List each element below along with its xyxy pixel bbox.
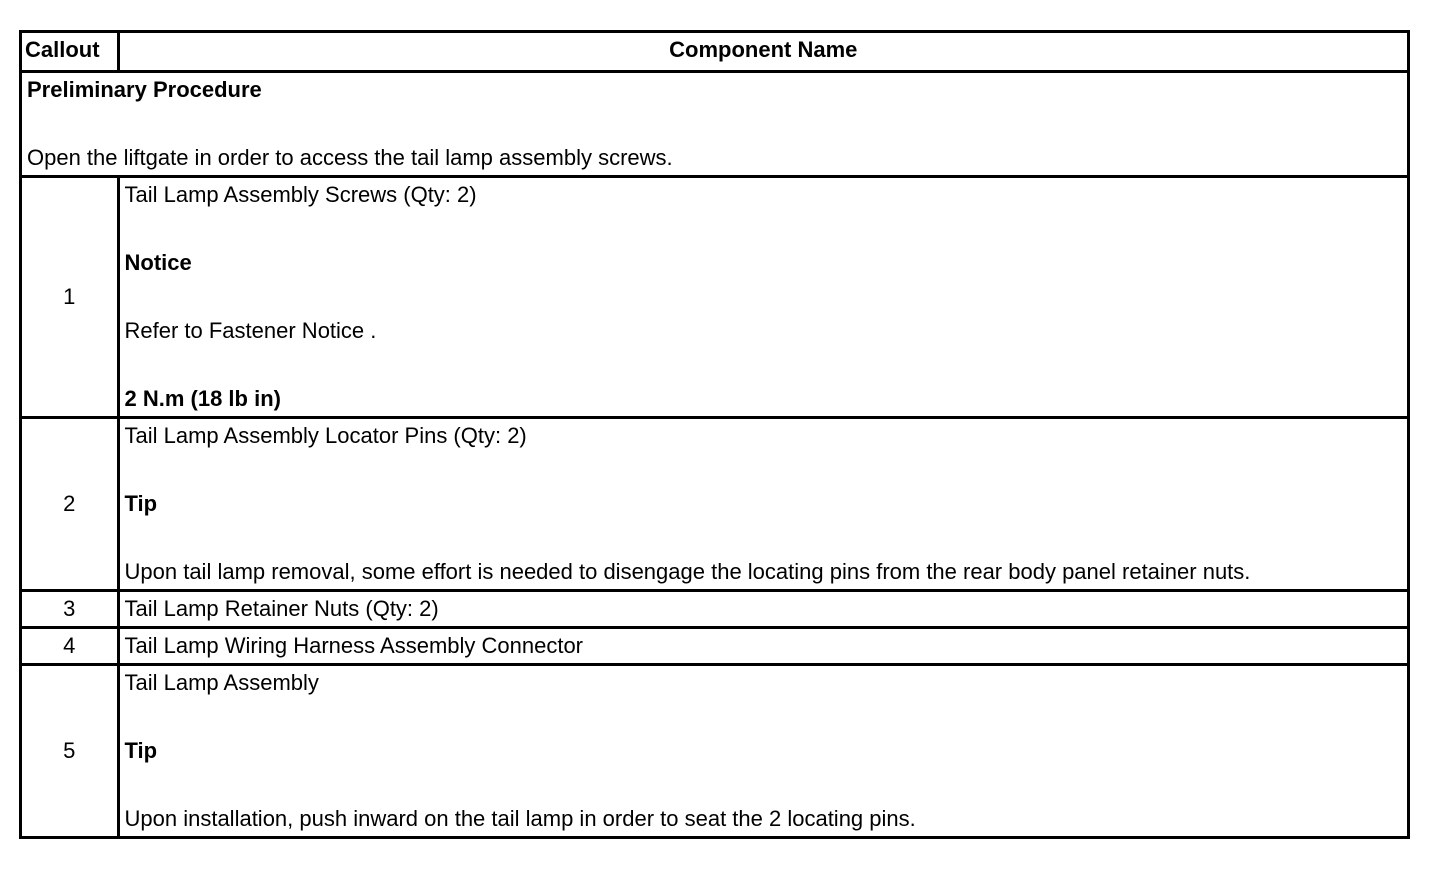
component-cell xyxy=(118,590,1407,627)
component-name: Tail Lamp Wiring Harness Assembly Connector xyxy=(124,632,584,658)
spacer xyxy=(125,700,1408,734)
component-cell xyxy=(118,627,1407,664)
callout-cell: 3 xyxy=(22,590,118,627)
component-cell xyxy=(118,417,1407,590)
component-name: Tail Lamp Assembly Screws (Qty: 2) xyxy=(124,181,477,207)
note-title: Tip xyxy=(124,737,158,763)
table-row xyxy=(22,176,1407,417)
preliminary-text: Open the liftgate in order to access the tail lamp assembly screws. xyxy=(27,144,673,170)
spacer xyxy=(125,212,1408,246)
component-cell xyxy=(118,664,1407,836)
spacer xyxy=(125,348,1408,382)
callout-cell: 2 xyxy=(22,417,118,590)
component-cell xyxy=(118,176,1407,417)
spacer xyxy=(125,521,1408,555)
table-row xyxy=(22,664,1407,836)
table-header-row xyxy=(22,33,1407,71)
table-row xyxy=(22,627,1407,664)
note-title: Notice xyxy=(124,249,192,275)
table-row xyxy=(22,417,1407,590)
note-title: Tip xyxy=(124,490,158,516)
note-text: Upon tail lamp removal, some effort is needed to disengage the locating pins from the rear body panel retainer nuts. xyxy=(124,558,1251,584)
component-table-grid xyxy=(22,33,1407,836)
callout-cell: 1 xyxy=(22,176,118,417)
spacer xyxy=(125,280,1408,314)
component-name: Tail Lamp Assembly xyxy=(124,669,319,695)
component-name: Tail Lamp Retainer Nuts (Qty: 2) xyxy=(124,595,439,621)
spacer xyxy=(125,453,1408,487)
spacer xyxy=(125,768,1408,802)
spacer xyxy=(27,107,1407,141)
header-callout: Callout xyxy=(22,33,118,71)
callout-cell: 5 xyxy=(22,664,118,836)
component-table xyxy=(19,30,1410,839)
preliminary-title: Preliminary Procedure xyxy=(27,76,262,102)
callout-cell: 4 xyxy=(22,627,118,664)
table-row xyxy=(22,590,1407,627)
component-name: Tail Lamp Assembly Locator Pins (Qty: 2) xyxy=(124,422,527,448)
note-text: Upon installation, push inward on the tail lamp in order to seat the 2 locating pins. xyxy=(124,805,916,831)
header-component-name: Component Name xyxy=(118,33,1407,71)
torque-spec: 2 N.m (18 lb in) xyxy=(124,385,281,411)
preliminary-row xyxy=(22,71,1407,176)
note-text: Refer to Fastener Notice . xyxy=(124,317,377,343)
preliminary-cell xyxy=(22,71,1407,176)
